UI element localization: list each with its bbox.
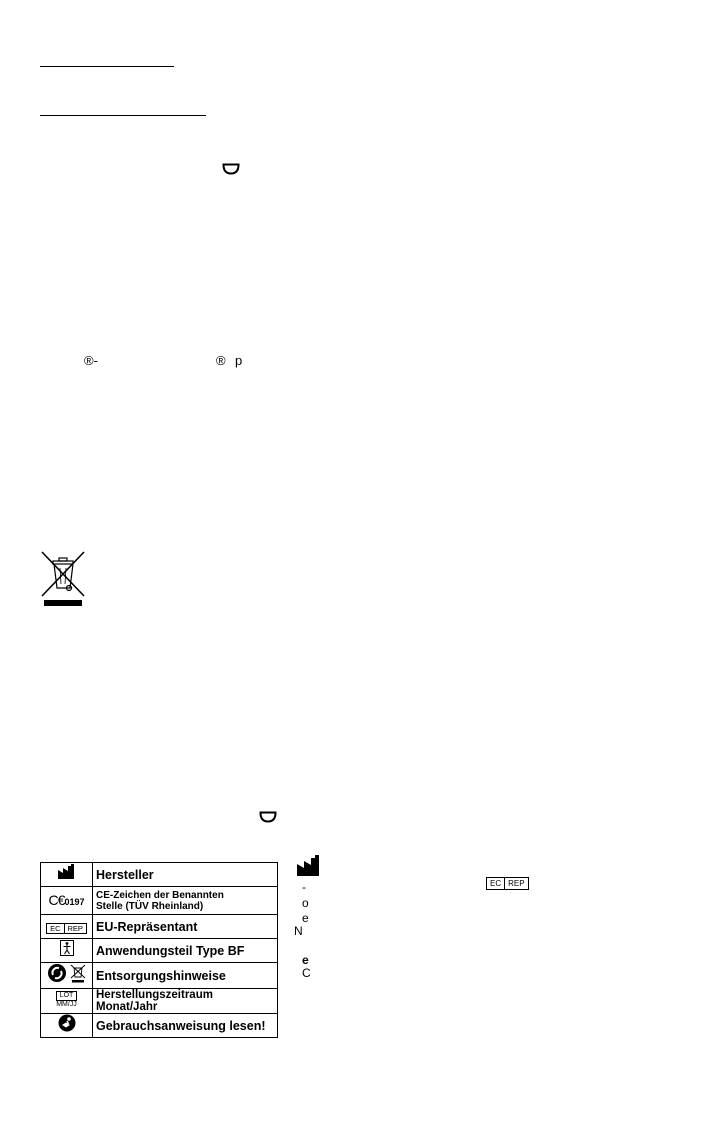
- ce-number: 0197: [64, 896, 85, 907]
- registered-mark-b: ®: [216, 353, 226, 368]
- rep-text: REP: [504, 878, 527, 889]
- text-fragment: N: [294, 924, 303, 938]
- heading-rule-1: [40, 66, 174, 67]
- cup-symbol-icon: [222, 163, 240, 175]
- disposal-icon: [47, 963, 87, 983]
- lot-text: LOT: [56, 991, 77, 1001]
- cup-symbol-icon-lower: [259, 811, 277, 823]
- rep-text: REP: [64, 924, 86, 933]
- symbol-cell: [41, 887, 93, 915]
- lot-icon: [56, 991, 77, 1009]
- table-row: [41, 915, 278, 939]
- table-row: [41, 887, 278, 915]
- text-fragment: -: [302, 880, 306, 894]
- symbol-label: [93, 887, 278, 915]
- manufacturer-icon-large: [296, 855, 322, 877]
- registered-mark-a: ®-: [84, 353, 98, 368]
- text-fragment: C: [302, 966, 311, 980]
- symbol-cell: [41, 863, 93, 887]
- ec-text: EC: [490, 879, 502, 888]
- ec-text: EC: [50, 923, 61, 933]
- heading-rule-2: [40, 115, 206, 116]
- table-row: [41, 963, 278, 989]
- text-fragment: e: [302, 953, 309, 967]
- ce-text: C€: [48, 891, 65, 908]
- table-row: [41, 863, 278, 887]
- symbol-label: EU-Repräsentant: [93, 915, 278, 939]
- read-manual-icon: [58, 1014, 76, 1032]
- symbol-label-line: CE-Zeichen der Benannten: [96, 889, 224, 901]
- table-row: [41, 1014, 278, 1038]
- manufacturer-icon: [57, 864, 77, 880]
- table-row: [41, 939, 278, 963]
- symbol-cell: [41, 963, 93, 989]
- letter-p: p: [235, 353, 243, 368]
- symbol-label: Gebrauchsanweisung lesen!: [93, 1014, 278, 1038]
- table-row: [41, 989, 278, 1014]
- weee-bin-icon: [40, 550, 86, 608]
- symbol-label: Entsorgungshinweise: [93, 963, 278, 989]
- ec-rep-icon-right: [486, 877, 529, 890]
- symbol-label-line: Stelle (TÜV Rheinland): [96, 900, 204, 912]
- lot-date-code: MM/JJ: [56, 1001, 77, 1008]
- symbol-cell: [41, 989, 93, 1014]
- type-bf-icon: [60, 940, 74, 956]
- symbol-cell: [41, 915, 93, 939]
- ce-mark-icon: [49, 892, 85, 908]
- symbol-label: Herstellungszeitraum Monat/Jahr: [93, 989, 278, 1014]
- ec-rep-icon: [46, 923, 87, 934]
- text-fragment: o: [302, 896, 309, 910]
- symbol-cell: [41, 1014, 93, 1038]
- symbol-label: Hersteller: [93, 863, 278, 887]
- symbol-cell: [41, 939, 93, 963]
- text-fragment: e: [302, 911, 309, 925]
- symbol-label: Anwendungsteil Type BF: [93, 939, 278, 963]
- symbol-legend-table: [40, 862, 278, 1038]
